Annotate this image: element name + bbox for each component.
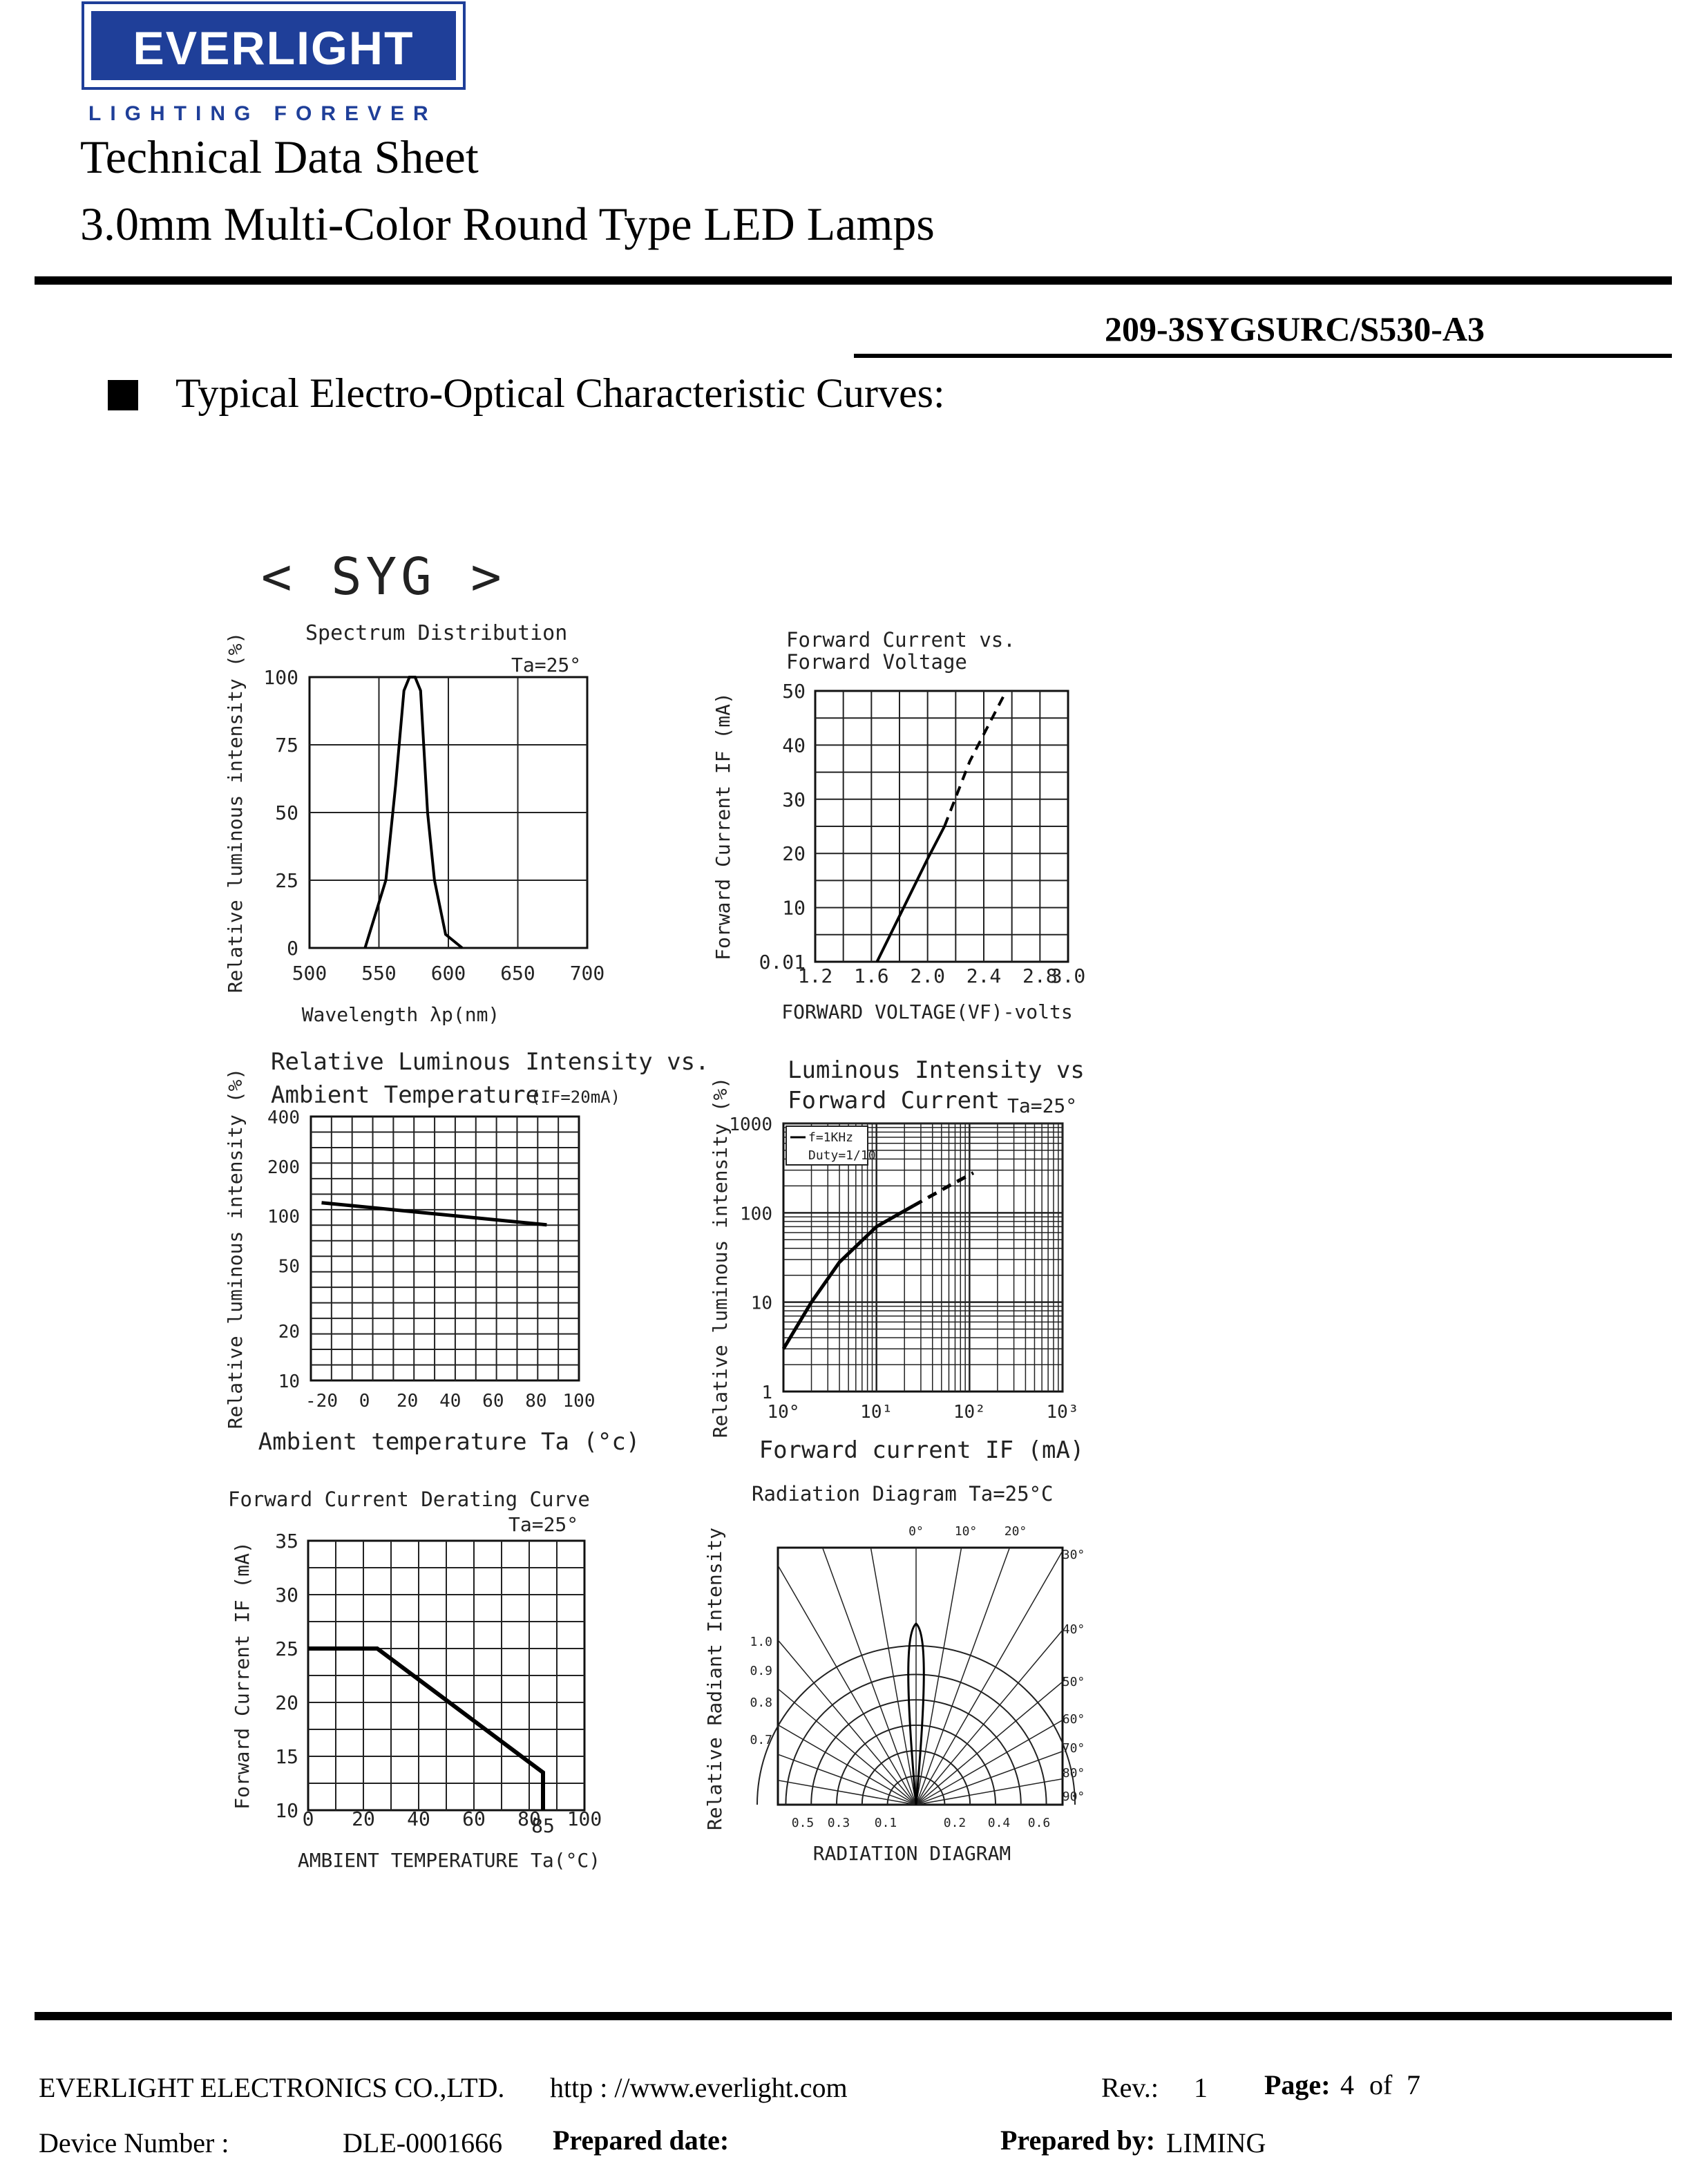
derating-y-tick: 35: [275, 1530, 298, 1552]
footer-prepared-date-label: Prepared date:: [553, 2125, 730, 2156]
footer-rule: [35, 2012, 1672, 2020]
rad-angle-label: 40°: [1062, 1622, 1085, 1637]
temp-x-tick: 40: [439, 1391, 461, 1412]
rad-bottom-label: 0.4: [987, 1816, 1011, 1830]
spectrum-y-tick: 50: [275, 801, 298, 824]
rad-angle-label: 70°: [1062, 1741, 1085, 1756]
iv-y-tick: 0.01: [759, 951, 806, 974]
footer-page-of: of: [1369, 2069, 1393, 2100]
temp-ylabel: Relative luminous intensity (%): [224, 1067, 247, 1430]
temp-y-tick: 200: [267, 1157, 300, 1178]
ifc-xlabel: Forward current IF (mA): [759, 1436, 1085, 1464]
ifc-ylabel: Relative luminous intensity (%): [709, 1076, 732, 1438]
ifc-curve-dashed: [913, 1173, 973, 1206]
ifc-y-tick: 10: [750, 1293, 772, 1314]
temp-y-tick: 50: [278, 1256, 300, 1278]
derating-xlabel: AMBIENT TEMPERATURE Ta(°C): [297, 1849, 601, 1872]
ifc-x-tick: 10³: [1046, 1402, 1079, 1423]
footer-rev-label: Rev.:: [1101, 2072, 1159, 2103]
rad-spoke: [267, 1568, 916, 1805]
iv-x-tick: 2.0: [910, 965, 945, 987]
derating-x-tick: 0: [302, 1807, 314, 1830]
iv-x-tick: 2.8: [1022, 965, 1058, 987]
rad-ylabel: Relative Radiant Intensity: [703, 1527, 726, 1831]
iv-y-tick: 10: [782, 896, 806, 920]
spectrum-y-tick: 0: [287, 937, 298, 960]
spectrum-condition: Ta=25°: [511, 654, 582, 676]
temp-y-tick: 100: [267, 1206, 300, 1228]
temp-condition: (IF=20mA): [531, 1088, 621, 1107]
temp-x-tick: 0: [359, 1391, 370, 1412]
ifc-title-line1: Luminous Intensity vs: [788, 1056, 1085, 1084]
iv-xlabel: FORWARD VOLTAGE(VF)-volts: [781, 1000, 1073, 1023]
ifc-x-tick: 10°: [767, 1402, 800, 1423]
rad-spoke: [916, 1360, 1445, 1805]
footer-company: EVERLIGHT ELECTRONICS CO.,LTD.: [39, 2072, 505, 2103]
variant-label: < SYG >: [261, 547, 506, 607]
ifc-x-tick: 10²: [953, 1402, 986, 1423]
rad-radial-label: 0.9: [750, 1664, 772, 1678]
iv-ylabel: Forward Current IF (mA): [712, 692, 734, 960]
temp-title-line2: Ambient Temperature: [271, 1081, 540, 1109]
footer-rev-value: 1: [1194, 2072, 1208, 2103]
ifc-y-tick: 100: [740, 1204, 772, 1225]
part-number: 209-3SYGSURC/S530-A3: [1104, 310, 1485, 348]
temp-x-tick: 20: [397, 1391, 419, 1412]
temp-y-tick: 20: [278, 1322, 300, 1343]
footer-page-label: Page:: [1264, 2069, 1331, 2100]
rad-spoke: [387, 1360, 916, 1805]
rad-angle-label: 90°: [1062, 1789, 1085, 1804]
rad-radial-label: 0.8: [750, 1696, 772, 1710]
spectrum-x-tick: 550: [361, 962, 397, 985]
derating-y-tick: 30: [275, 1584, 298, 1606]
ifc-x-tick: 10¹: [860, 1402, 893, 1423]
ifc-condition: Ta=25°: [1007, 1094, 1078, 1117]
temp-xlabel: Ambient temperature Ta (°c): [258, 1428, 640, 1456]
rad-angle-label: 80°: [1062, 1766, 1085, 1781]
iv-y-tick: 20: [782, 842, 806, 866]
temp-x-tick: 60: [482, 1391, 504, 1412]
derating-x-tick: 100: [567, 1807, 602, 1830]
iv-title-line2: Forward Voltage: [786, 650, 967, 674]
spectrum-y-tick: 75: [275, 734, 298, 757]
derating-y-tick: 25: [275, 1637, 298, 1660]
temp-y-tick: 10: [278, 1371, 300, 1392]
iv-curve-dashed: [944, 691, 1006, 826]
rad-angle-label: 20°: [1004, 1524, 1027, 1539]
derating-x-tick: 60: [462, 1807, 486, 1830]
spectrum-y-tick: 25: [275, 869, 298, 892]
spectrum-xlabel: Wavelength λp(nm): [301, 1003, 500, 1026]
spectrum-title: Spectrum Distribution: [305, 621, 568, 645]
rad-xlabel: RADIATION DIAGRAM: [812, 1842, 1011, 1865]
temp-grid-frame: [311, 1117, 579, 1380]
rad-bottom-label: 0.6: [1027, 1816, 1051, 1830]
rad-angle-label: 30°: [1062, 1548, 1085, 1562]
document-title: Technical Data Sheet: [80, 131, 479, 183]
derating-x-tick-extra: 85: [531, 1814, 555, 1837]
ifc-y-tick: 1: [761, 1383, 772, 1403]
logo-text: EVERLIGHT: [91, 11, 456, 80]
derating-title: Forward Current Derating Curve: [228, 1488, 590, 1511]
rad-bottom-label: 0.3: [827, 1816, 850, 1830]
derating-condition: Ta=25°: [508, 1513, 579, 1536]
rad-spoke: [916, 1568, 1565, 1805]
ifc-legend-item: Duty=1/10: [808, 1148, 876, 1163]
footer-prepared-by-value: LIMING: [1166, 2127, 1266, 2158]
rad-angle-label: 0°: [908, 1524, 924, 1539]
rad-spoke: [916, 1684, 1597, 1805]
rad-bottom-label: 0.1: [874, 1816, 897, 1830]
derating-ylabel: Forward Current IF (mA): [231, 1541, 254, 1810]
temp-x-tick: -20: [305, 1391, 339, 1412]
derating-y-tick: 10: [275, 1799, 298, 1822]
spectrum-y-tick: 100: [263, 666, 298, 689]
spectrum-x-tick: 500: [292, 962, 327, 985]
ifc-legend-item: f=1KHz: [808, 1130, 854, 1145]
ifc-title-line2: Forward Current: [788, 1087, 1000, 1114]
derating-x-tick: 80: [517, 1807, 541, 1830]
spectrum-ylabel: Relative luminous intensity (%): [224, 632, 247, 994]
section-title: Typical Electro-Optical Characteristic Curves:: [175, 370, 945, 416]
derating-y-tick: 20: [275, 1691, 298, 1714]
derating-x-tick: 40: [407, 1807, 430, 1830]
rad-radial-label: 1.0: [750, 1635, 772, 1649]
iv-x-tick: 2.4: [966, 965, 1002, 987]
temp-x-tick: 80: [525, 1391, 547, 1412]
spectrum-x-tick: 700: [569, 962, 605, 985]
temp-y-tick: 400: [267, 1108, 300, 1128]
iv-x-tick: 3.0: [1050, 965, 1086, 987]
rad-radial-label: 0.7: [750, 1733, 772, 1747]
rad-bottom-label: 0.2: [943, 1816, 967, 1830]
rad-title: Radiation Diagram Ta=25°C: [752, 1482, 1054, 1506]
iv-y-tick: 30: [782, 788, 806, 811]
rad-angle-label: 60°: [1062, 1712, 1085, 1727]
footer-page-total: 7: [1407, 2069, 1420, 2100]
iv-x-tick: 1.2: [797, 965, 833, 987]
ifc-y-tick: 1000: [729, 1114, 772, 1135]
footer-page-value: 4: [1340, 2069, 1354, 2100]
rad-spoke: [916, 1459, 1514, 1805]
rad-angle-label: 50°: [1062, 1675, 1085, 1689]
iv-x-tick: 1.6: [854, 965, 889, 987]
footer-website[interactable]: http : //www.everlight.com: [550, 2072, 848, 2103]
footer-prepared-by-label: Prepared by:: [1000, 2125, 1156, 2156]
temp-title-line1: Relative Luminous Intensity vs.: [271, 1048, 710, 1076]
iv-y-tick: 50: [782, 680, 806, 703]
rad-spoke: [318, 1459, 916, 1805]
iv-y-tick: 40: [782, 734, 806, 757]
temp-x-tick: 100: [562, 1391, 596, 1412]
footer-device-label: Device Number :: [39, 2127, 229, 2158]
iv-title-line1: Forward Current vs.: [786, 628, 1016, 652]
rad-angle-label: 10°: [954, 1524, 978, 1539]
derating-y-tick: 15: [275, 1745, 298, 1768]
spectrum-x-tick: 650: [500, 962, 535, 985]
footer-device-value: DLE-0001666: [343, 2127, 503, 2158]
tagline: LIGHTING FOREVER: [88, 102, 437, 125]
document-subtitle: 3.0mm Multi-Color Round Type LED Lamps: [80, 198, 935, 250]
rad-spoke: [916, 1275, 1360, 1805]
derating-x-tick: 20: [352, 1807, 375, 1830]
iv-curve-solid: [877, 826, 945, 962]
spectrum-x-tick: 600: [430, 962, 466, 985]
rad-bottom-label: 0.5: [791, 1816, 815, 1830]
